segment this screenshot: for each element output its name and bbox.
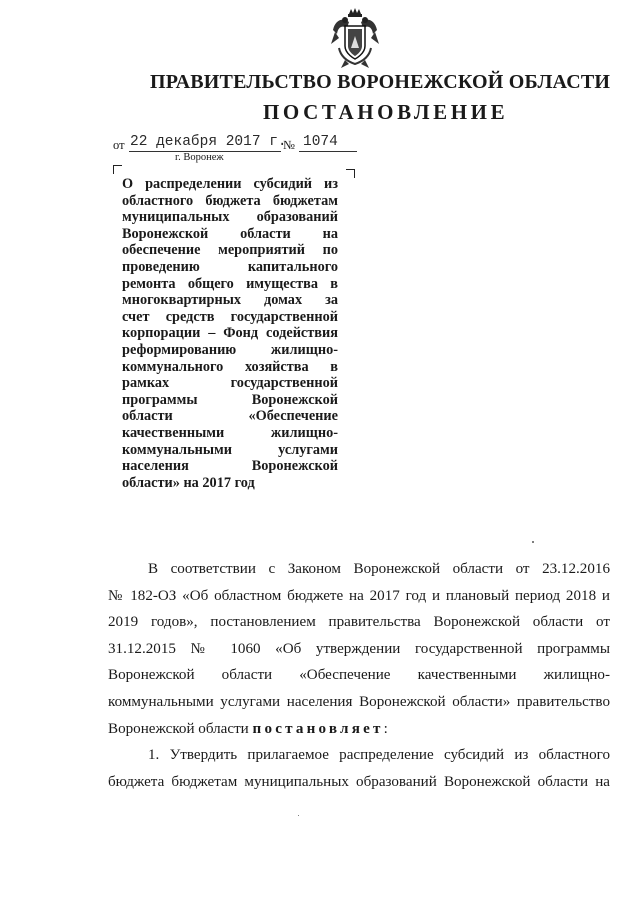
body-line: Воронежской области «Обеспечение качественными жилищно- (108, 667, 610, 684)
body-line: 31.12.2015 № 1060 «Об утверждении государственной программы (108, 640, 610, 657)
body-line-decree (108, 716, 610, 743)
scan-speck (298, 815, 299, 816)
body-line: 1. Утвердить прилагаемое распределение субсидий из областного (148, 747, 610, 764)
coat-of-arms-icon (327, 8, 383, 70)
document-type: ПОСТАНОВЛЕНИЕ (263, 100, 509, 124)
body-text-fragment: Воронежской области (108, 720, 249, 737)
date-line (113, 133, 373, 155)
document-number: 1074 (303, 134, 338, 150)
subject-line: рамках государственной (122, 375, 338, 392)
government-title: ПРАВИТЕЛЬСТВО ВОРОНЕЖСКОЙ ОБЛАСТИ (150, 71, 611, 93)
subject-line: Воронежской области на (122, 225, 338, 242)
subject-line: корпорации – Фонд содействия (122, 325, 338, 342)
subject-line: коммунальными услугами (122, 441, 338, 458)
body-line: № 182-ОЗ «Об областном бюджете на 2017 год и плановый период 2018 и (108, 587, 610, 604)
subject-bracket-left (113, 165, 122, 174)
subject-line: коммунального хозяйства в (122, 358, 338, 375)
city-label: г. Воронеж (175, 152, 224, 163)
subject-line: области» на 2017 год (122, 474, 255, 491)
subject-line: многоквартирных домах за (122, 292, 338, 309)
body-text-fragment: : (383, 720, 388, 737)
body-line: бюджета бюджетам муниципальных образований Воронежской области на (108, 773, 610, 790)
decree-keyword: постановляет (252, 720, 384, 737)
number-underline (299, 151, 357, 152)
subject-line: реформированию жилищно- (122, 341, 338, 358)
subject-line: обеспечение мероприятий по (122, 242, 338, 259)
subject-line: областного бюджета бюджетам (122, 192, 338, 209)
document-date: 22 декабря 2017 г. (130, 134, 287, 150)
subject-line: ремонта общего имущества в (122, 275, 338, 292)
body-line: В соответствии с Законом Воронежской области от 23.12.2016 (148, 561, 610, 577)
date-prefix: от (113, 138, 125, 152)
subject-line: счет средств государственной (122, 308, 338, 325)
subject-line: населения Воронежской (122, 458, 338, 475)
body-line: коммунальными услугами населения Воронежской области» правительство (108, 693, 610, 710)
subject-line: О распределении субсидий из (122, 176, 338, 192)
subject-line: программы Воронежской (122, 391, 338, 408)
subject-line: проведению капитального (122, 258, 338, 275)
subject-line: области «Обеспечение (122, 408, 338, 425)
subject-line: муниципальных образований (122, 209, 338, 226)
subject-bracket-right (346, 169, 355, 178)
subject-line: качественными жилищно- (122, 424, 338, 441)
number-prefix: № (283, 138, 295, 152)
document-subject (122, 176, 338, 491)
body-line: 2019 годов», постановлением правительства Воронежской области от (108, 614, 610, 631)
scan-speck (532, 541, 534, 543)
document-body (108, 556, 610, 795)
